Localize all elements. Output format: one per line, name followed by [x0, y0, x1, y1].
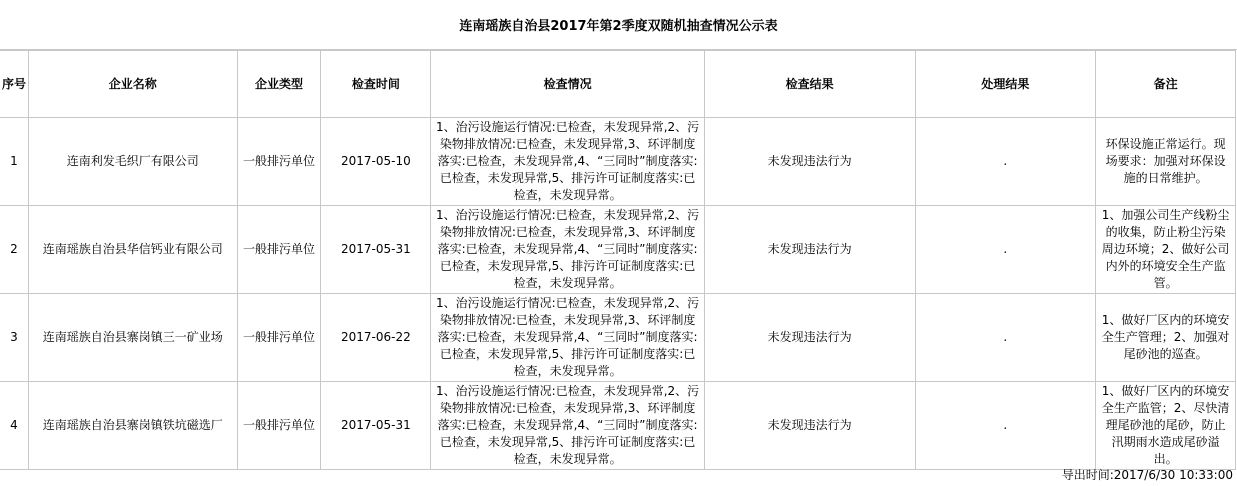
cell-handling: . — [915, 294, 1096, 382]
header-situation: 检查情况 — [431, 51, 705, 118]
header-remark: 备注 — [1096, 51, 1236, 118]
table-row — [0, 118, 1236, 206]
header-type: 企业类型 — [237, 51, 321, 118]
remark-text: 环保设施正常运行。现场要求：加强对环保设施的日常维护。 — [1105, 137, 1226, 185]
report-title: 连南瑶族自治县2017年第2季度双随机抽查情况公示表 — [0, 0, 1237, 50]
cell-company: 连南瑶族自治县寨岗镇铁坑磁选厂 — [28, 382, 237, 470]
cell-type: 一般排污单位 — [237, 382, 321, 470]
cell-seq: 1 — [0, 118, 28, 206]
cell-remark — [1096, 294, 1236, 382]
cell-situation — [431, 382, 705, 470]
header-result: 检查结果 — [704, 51, 915, 118]
cell-seq: 2 — [0, 206, 28, 294]
remark-text: 1、做好厂区内的环境安全生产管理；2、加强对尾砂池的巡查。 — [1101, 313, 1230, 361]
cell-seq: 4 — [0, 382, 28, 470]
cell-remark — [1096, 206, 1236, 294]
cell-situation — [431, 294, 705, 382]
situation-text: 1、治污设施运行情况:已检查，未发现异常,2、污染物排放情况:已检查，未发现异常,3、环评制度落实:已检查，未发现异常,4、“三同时”制度落实:已检查，未发现异常,5、排污许可证制度落实:已检查，未发现异常。 — [436, 296, 700, 378]
header-seq: 序号 — [0, 51, 28, 118]
header-date: 检查时间 — [321, 51, 431, 118]
cell-result: 未发现违法行为 — [704, 382, 915, 470]
cell-situation — [431, 118, 705, 206]
cell-company: 连南瑶族自治县寨岗镇三一矿业场 — [28, 294, 237, 382]
cell-company: 连南利发毛织厂有限公司 — [28, 118, 237, 206]
cell-company: 连南瑶族自治县华信钙业有限公司 — [28, 206, 237, 294]
remark-text: 1、加强公司生产线粉尘的收集，防止粉尘污染周边环境；2、做好公司内外的环境安全生产监管。 — [1101, 208, 1230, 290]
table-row — [0, 382, 1236, 470]
cell-result: 未发现违法行为 — [704, 206, 915, 294]
header-company: 企业名称 — [28, 51, 237, 118]
cell-type: 一般排污单位 — [237, 206, 321, 294]
cell-handling: . — [915, 206, 1096, 294]
cell-remark — [1096, 382, 1236, 470]
cell-remark — [1096, 118, 1236, 206]
cell-type: 一般排污单位 — [237, 118, 321, 206]
cell-handling: . — [915, 118, 1096, 206]
cell-date: 2017-05-31 — [321, 382, 431, 470]
cell-result: 未发现违法行为 — [704, 118, 915, 206]
situation-text: 1、治污设施运行情况:已检查，未发现异常,2、污染物排放情况:已检查，未发现异常,3、环评制度落实:已检查，未发现异常,4、“三同时”制度落实:已检查，未发现异常,5、排污许可证制度落实:已检查，未发现异常。 — [436, 120, 700, 202]
cell-date: 2017-05-10 — [321, 118, 431, 206]
table-row — [0, 206, 1236, 294]
cell-date: 2017-06-22 — [321, 294, 431, 382]
situation-text: 1、治污设施运行情况:已检查，未发现异常,2、污染物排放情况:已检查，未发现异常,3、环评制度落实:已检查，未发现异常,4、“三同时”制度落实:已检查，未发现异常,5、排污许可证制度落实:已检查，未发现异常。 — [436, 208, 700, 290]
export-timestamp: 导出时间:2017/6/30 10:33:00 — [1061, 468, 1233, 482]
remark-text: 1、做好厂区内的环境安全生产监管；2、尽快清理尾砂池的尾砂，防止汛期雨水造成尾砂溢出。 — [1101, 384, 1230, 466]
cell-type: 一般排污单位 — [237, 294, 321, 382]
table-header-row — [0, 51, 1236, 118]
cell-seq: 3 — [0, 294, 28, 382]
inspection-table — [0, 50, 1236, 470]
table-row — [0, 294, 1236, 382]
cell-date: 2017-05-31 — [321, 206, 431, 294]
cell-result: 未发现违法行为 — [704, 294, 915, 382]
cell-situation — [431, 206, 705, 294]
cell-handling: . — [915, 382, 1096, 470]
situation-text: 1、治污设施运行情况:已检查，未发现异常,2、污染物排放情况:已检查，未发现异常,3、环评制度落实:已检查，未发现异常,4、“三同时”制度落实:已检查，未发现异常,5、排污许可证制度落实:已检查，未发现异常。 — [436, 384, 700, 466]
header-handling: 处理结果 — [915, 51, 1096, 118]
